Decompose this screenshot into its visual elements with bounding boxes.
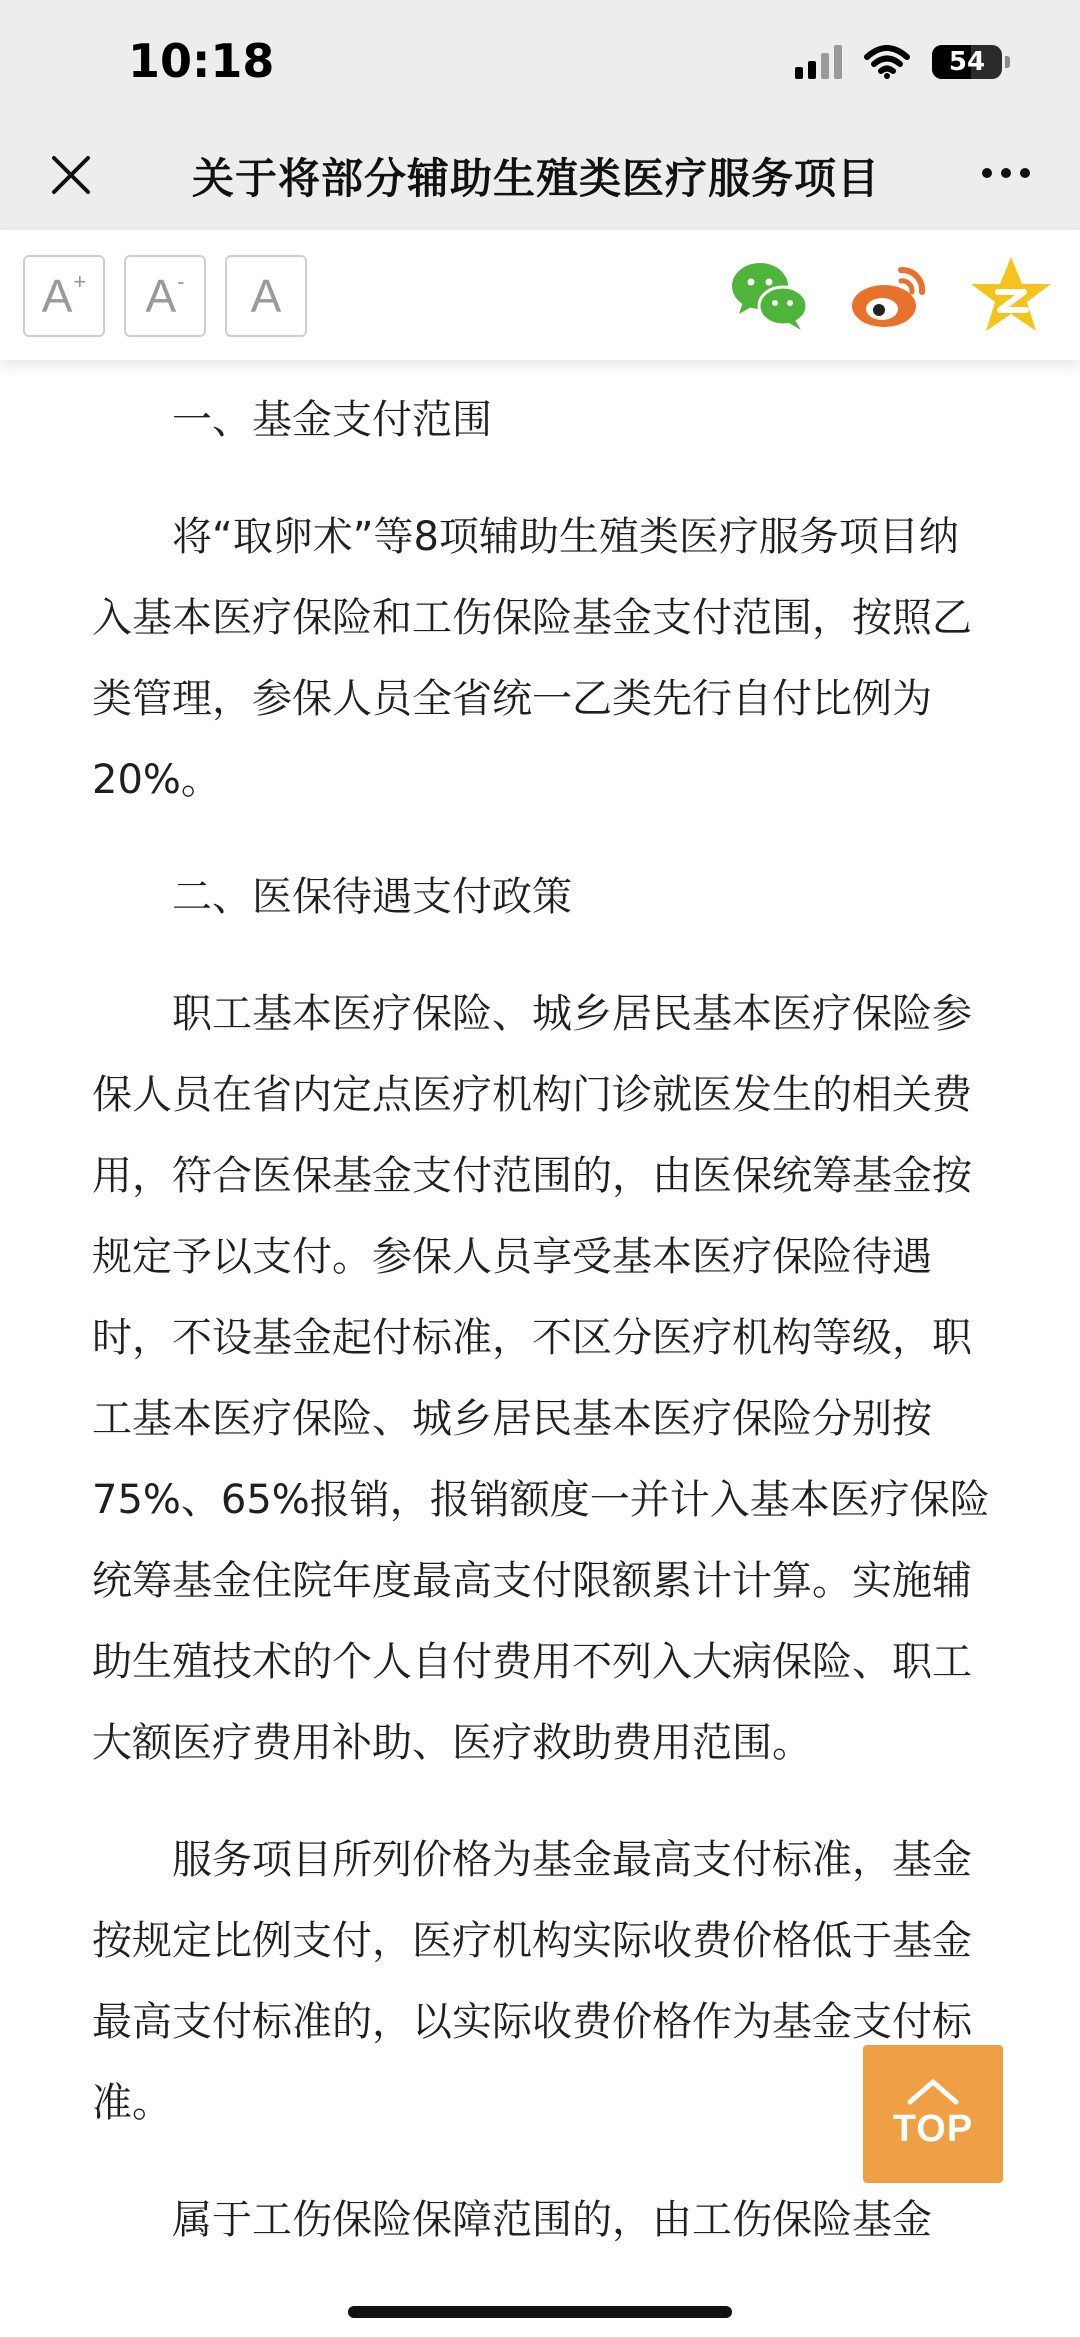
- font-decrease-label: A: [145, 270, 177, 322]
- weibo-icon[interactable]: [846, 252, 932, 338]
- qzone-icon[interactable]: [968, 252, 1054, 338]
- font-decrease-button[interactable]: [124, 255, 206, 337]
- font-increase-mark: +: [73, 269, 87, 294]
- back-to-top-button[interactable]: [863, 2045, 1003, 2183]
- section-heading-fund-scope: 一、基金支付范围: [172, 397, 492, 443]
- font-increase-button[interactable]: [23, 255, 105, 337]
- wechat-icon[interactable]: [727, 252, 813, 338]
- paragraph-benefit-policy: 职工基本医疗保险、城乡居民基本医疗保险参保人员在省内定点医疗机构门诊就医发生的相关费用，符合医保基金支付范围的，由医保统筹基金按规定予以支付。参保人员享受基本医疗保险待遇时，不设基金起付标准，不区分医疗机构等级，职工基本医疗保险、城乡居民基本医疗保险分别按75%、65%报销，报销额度一并计入基本医疗保险统筹基金住院年度最高支付限额累计计算。实施辅助生殖技术的个人自付费用不列入大病保险、职工大额医疗费用补助、医疗救助费用范围。: [92, 991, 990, 1766]
- font-decrease-mark: -: [177, 269, 185, 294]
- back-to-top-label: TOP: [892, 2107, 974, 2150]
- font-reset-button[interactable]: [225, 255, 307, 337]
- cellular-signal-icon: [795, 45, 842, 79]
- page-title: 关于将部分辅助生殖类医疗服务项目: [192, 154, 881, 202]
- font-increase-label: A: [41, 270, 73, 322]
- home-indicator[interactable]: [348, 2306, 732, 2318]
- paragraph-price-standard: 服务项目所列价格为基金最高支付标准，基金按规定比例支付，医疗机构实际收费价格低于基金最高支付标准的，以实际收费价格作为基金支付标准。: [92, 1837, 972, 2126]
- battery-level: 54: [948, 47, 986, 77]
- reader-toolbar: [0, 230, 1080, 360]
- article-body: [92, 380, 992, 2261]
- more-icon[interactable]: [982, 168, 1030, 178]
- font-reset-label: A: [250, 270, 282, 322]
- battery-icon: [932, 45, 1002, 79]
- section-heading-benefit-policy: 二、医保待遇支付政策: [172, 874, 572, 920]
- paragraph-injury-insurance: 属于工伤保险保障范围的，由工伤保险基金: [172, 2197, 932, 2243]
- chevron-up-icon: [906, 2078, 960, 2106]
- close-icon[interactable]: [46, 150, 96, 200]
- status-icons: [795, 40, 1002, 84]
- top-chrome: [0, 0, 1080, 230]
- paragraph-fund-scope: 将“取卵术”等8项辅助生殖类医疗服务项目纳入基本医疗保险和工伤保险基金支付范围，按照乙类管理，参保人员全省统一乙类先行自付比例为20%。: [92, 514, 972, 803]
- wifi-icon: [864, 45, 910, 79]
- status-time: 10:18: [128, 34, 275, 88]
